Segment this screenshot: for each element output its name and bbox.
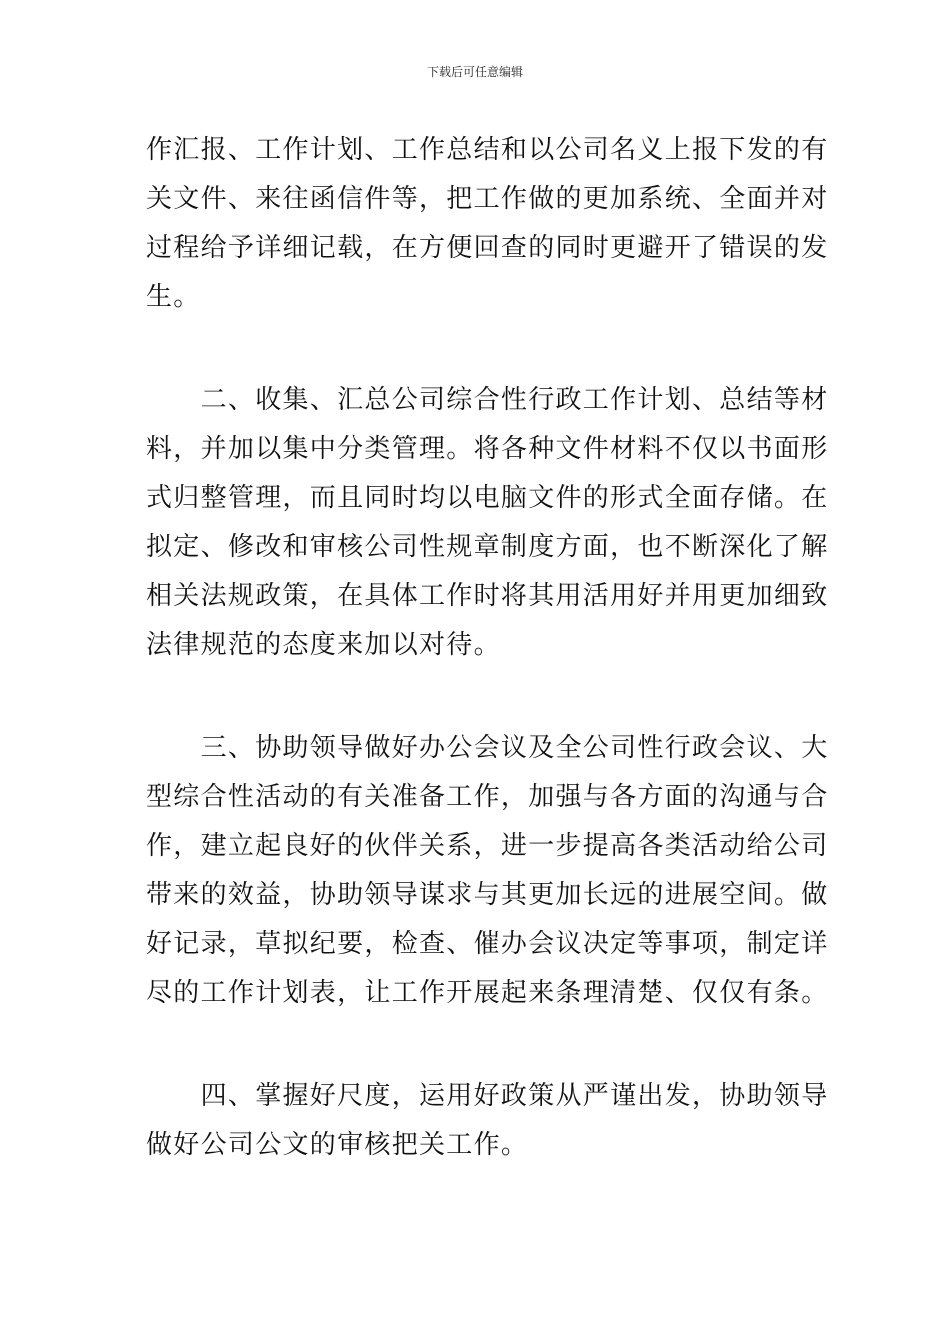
page-header: 下载后可任意编辑	[426, 65, 523, 79]
text-line: 作，建立起良好的伙伴关系，进一步提高各类活动给公司	[146, 831, 829, 861]
text-line: 四、掌握好尺度，运用好政策从严谨出发，协助领导	[146, 1081, 829, 1111]
text-line: 过程给予详细记载，在方便回查的同时更避开了错误的发	[146, 233, 829, 263]
text-line: 做好公司公文的审核把关工作。	[146, 1130, 529, 1160]
text-line: 式归整管理，而且同时均以电脑文件的形式全面存储。在	[146, 483, 829, 513]
text-line: 相关法规政策，在具体工作时将其用活用好并用更加细致	[146, 581, 829, 611]
text-line: 好记录，草拟纪要，检查、催办会议决定等事项，制定详	[146, 929, 829, 959]
text-line: 三、协助领导做好办公会议及全公司性行政会议、大	[146, 733, 829, 763]
text-line: 法律规范的态度来加以对待。	[146, 630, 501, 660]
text-line: 作汇报、工作计划、工作总结和以公司名义上报下发的有	[146, 135, 829, 165]
text-line: 型综合性活动的有关准备工作，加强与各方面的沟通与合	[146, 782, 829, 812]
text-line: 尽的工作计划表，让工作开展起来条理清楚、仅仅有条。	[146, 978, 829, 1008]
text-line: 二、收集、汇总公司综合性行政工作计划、总结等材	[146, 385, 829, 415]
text-line: 拟定、修改和审核公司性规章制度方面，也不断深化了解	[146, 532, 829, 562]
text-line: 带来的效益，协助领导谋求与其更加长远的进展空间。做	[146, 880, 829, 910]
text-line: 关文件、来往函信件等，把工作做的更加系统、全面并对	[146, 184, 829, 214]
text-line: 料，并加以集中分类管理。将各种文件材料不仅以书面形	[146, 434, 829, 464]
text-line: 生。	[146, 282, 201, 312]
